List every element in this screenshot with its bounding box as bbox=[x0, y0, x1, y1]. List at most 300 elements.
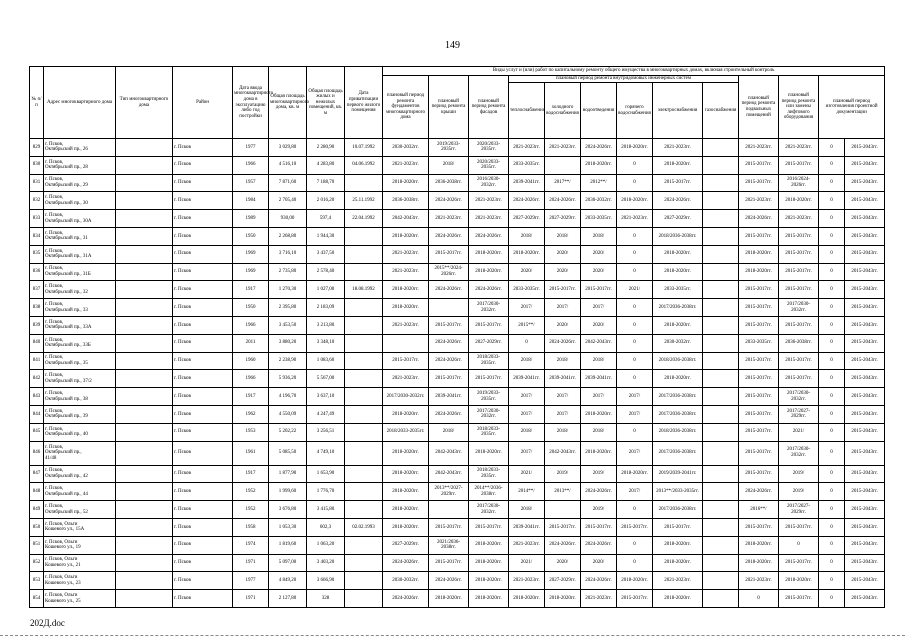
cell-facade-period: 2019/2033-2035гг. bbox=[469, 388, 509, 406]
cell-hot-water-period: 2018-2020гг. bbox=[617, 139, 653, 157]
address-line: Октябрьский пр., 31А bbox=[45, 254, 92, 260]
cell-district: г. Псков bbox=[173, 227, 233, 245]
table-row bbox=[30, 465, 885, 483]
cell-project-flag: 0 bbox=[819, 465, 845, 483]
address-line: Кошевого ул., 21 bbox=[45, 562, 81, 568]
cell-basement-period: 2033-2035гг. bbox=[739, 334, 779, 352]
cell-basement-period: 2015-2017гг. bbox=[739, 423, 779, 441]
cell-district: г. Псков bbox=[173, 572, 233, 590]
cell-foundation-period: 2018-2020гг. bbox=[383, 281, 429, 299]
cell-year: 1950 bbox=[233, 299, 269, 317]
cell-living-area: 1 776,70 bbox=[307, 483, 345, 501]
cell-year: 1984 bbox=[233, 192, 269, 210]
cell-basement-period: 2015-2017гг. bbox=[739, 156, 779, 174]
address-line: Октябрьский пр., 40 bbox=[45, 432, 88, 438]
cell-project-period: 2015-2043гг. bbox=[845, 227, 885, 245]
cell-sewer-period: 2020/ bbox=[581, 245, 617, 263]
cell-electricity-period: 2021-2023гг. bbox=[653, 572, 703, 590]
cell-project-flag: 0 bbox=[819, 299, 845, 317]
cell-hot-water-period: 2021-2023гг. bbox=[617, 210, 653, 228]
cell-house-type bbox=[116, 156, 173, 174]
cell-project-flag: 0 bbox=[819, 316, 845, 334]
cell-address bbox=[44, 192, 116, 210]
table-row bbox=[30, 334, 885, 352]
address-line: г. Псков, bbox=[45, 337, 64, 343]
cell-basement-period: 2015-2017гг. bbox=[739, 465, 779, 483]
col-address-header: Адрес многоквартирного дома bbox=[44, 67, 116, 139]
cell-heat-period: 2018/ bbox=[509, 227, 545, 245]
cell-roof-period: 2039-2041гг. bbox=[429, 388, 469, 406]
table-row bbox=[30, 501, 885, 519]
cell-roof-period: 2015**/2024-2026гг. bbox=[429, 263, 469, 281]
address-line: г. Псков, bbox=[45, 248, 64, 254]
cell-project-flag: 0 bbox=[819, 554, 845, 572]
cell-address bbox=[44, 483, 116, 501]
cell-foundation-period: 2018/2033-2035гг. bbox=[383, 423, 429, 441]
cell-privatization-date bbox=[345, 590, 383, 608]
cell-row-number: 834 bbox=[30, 227, 44, 245]
address-line: г. Псков, bbox=[45, 503, 64, 509]
cell-roof-period: 2024-2026гг. bbox=[429, 227, 469, 245]
cell-foundation-period: 2027-2029гг. bbox=[383, 536, 429, 554]
cell-total-area: 7 871,60 bbox=[269, 174, 307, 192]
cell-row-number: 833 bbox=[30, 210, 44, 228]
cell-basement-period: 2015-2017гг. bbox=[739, 227, 779, 245]
cell-sewer-period: 2018/ bbox=[581, 423, 617, 441]
cell-total-area: 3 453,50 bbox=[269, 316, 307, 334]
cell-row-number: 841 bbox=[30, 352, 44, 370]
cell-lift-period: 2015-2017гг. bbox=[779, 518, 819, 536]
address-line: Кошевого ул., 25 bbox=[45, 598, 81, 604]
cell-cold-water-period: 2019/ bbox=[545, 465, 581, 483]
cell-total-area: 2 705,40 bbox=[269, 192, 307, 210]
cell-living-area: 4 247,49 bbox=[307, 405, 345, 423]
cell-district: г. Псков bbox=[173, 370, 233, 388]
cell-house-type bbox=[116, 405, 173, 423]
cell-year: 1977 bbox=[233, 139, 269, 157]
cell-privatization-date bbox=[345, 441, 383, 465]
cell-year: 1966 bbox=[233, 156, 269, 174]
cell-gas-period bbox=[703, 245, 739, 263]
cell-district: г. Псков bbox=[173, 483, 233, 501]
address-line: г. Псков, Ольги bbox=[45, 592, 78, 598]
cell-roof-period: 2018/ bbox=[429, 423, 469, 441]
cell-heat-period: 2039-2041гг. bbox=[509, 174, 545, 192]
cell-cold-water-period: 2017/ bbox=[545, 299, 581, 317]
cell-row-number: 831 bbox=[30, 174, 44, 192]
cell-row-number: 838 bbox=[30, 299, 44, 317]
cell-address bbox=[44, 299, 116, 317]
cell-house-type bbox=[116, 227, 173, 245]
cell-project-period: 2015-2043гг. bbox=[845, 352, 885, 370]
cell-total-area: 4 196,70 bbox=[269, 388, 307, 406]
cell-year: 1974 bbox=[233, 536, 269, 554]
cell-privatization-date: 02.02.1993 bbox=[345, 518, 383, 536]
cell-heat-period: 2027-2029гг. bbox=[509, 210, 545, 228]
cell-address bbox=[44, 139, 116, 157]
cell-privatization-date: 25.11.1992 bbox=[345, 192, 383, 210]
cell-year: 1950 bbox=[233, 227, 269, 245]
address-line: Октябрьский пр., 44 bbox=[45, 491, 88, 497]
cell-year: 1917 bbox=[233, 281, 269, 299]
cell-privatization-date bbox=[345, 536, 383, 554]
cell-privatization-date bbox=[345, 299, 383, 317]
cell-sewer-period: 2021-2023гг. bbox=[581, 590, 617, 608]
cell-project-period: 2015-2043гг. bbox=[845, 370, 885, 388]
cell-cold-water-period: 2020/ bbox=[545, 554, 581, 572]
cell-gas-period bbox=[703, 139, 739, 157]
cell-roof-period: 2024-2026гг. bbox=[429, 334, 469, 352]
cell-gas-period bbox=[703, 572, 739, 590]
cell-cold-water-period: 2018/ bbox=[545, 227, 581, 245]
cell-lift-period: 2015-2017гг. bbox=[779, 245, 819, 263]
cell-row-number: 854 bbox=[30, 590, 44, 608]
cell-living-area: 602,3 bbox=[307, 518, 345, 536]
cell-roof-period: 2018-2020гг. bbox=[429, 590, 469, 608]
cell-privatization-date bbox=[345, 423, 383, 441]
col-foundation-header: плановый период ремонта фундаментов многоквартирного дома bbox=[383, 76, 429, 139]
cell-cold-water-period: 2020/ bbox=[545, 263, 581, 281]
cell-roof-period: 2013**/2027-2029гг. bbox=[429, 483, 469, 501]
col-roof-header: плановый период ремонта крыши bbox=[429, 76, 469, 139]
cell-address bbox=[44, 156, 116, 174]
cell-district: г. Псков bbox=[173, 423, 233, 441]
table-row bbox=[30, 590, 885, 608]
cell-total-area: 3 676,80 bbox=[269, 501, 307, 519]
cell-lift-period: 2036-2038гг. bbox=[779, 334, 819, 352]
cell-foundation-period: 2015-2017гг. bbox=[383, 352, 429, 370]
cell-roof-period bbox=[429, 299, 469, 317]
cell-gas-period bbox=[703, 281, 739, 299]
cell-district: г. Псков bbox=[173, 316, 233, 334]
cell-living-area: 3 666,90 bbox=[307, 572, 345, 590]
cell-roof-period: 2018/ bbox=[429, 156, 469, 174]
cell-foundation-period: 2018-2020гг. bbox=[383, 299, 429, 317]
cell-total-area: 4 849,20 bbox=[269, 572, 307, 590]
cell-gas-period bbox=[703, 263, 739, 281]
cell-living-area: 4 283,80 bbox=[307, 156, 345, 174]
cell-hot-water-period: 2015-2017гг. bbox=[617, 518, 653, 536]
cell-year: 1969 bbox=[233, 263, 269, 281]
cell-roof-period: 2021-2023гг. bbox=[429, 210, 469, 228]
cell-project-period: 2015-2043гг. bbox=[845, 483, 885, 501]
col-district-header: Район bbox=[173, 67, 233, 139]
cell-living-area: 3 637,10 bbox=[307, 388, 345, 406]
cell-cold-water-period: 2042-2043гг. bbox=[545, 441, 581, 465]
cell-hot-water-period: 0 bbox=[617, 316, 653, 334]
cell-lift-period: 2017/2030-2032гг. bbox=[779, 441, 819, 465]
cell-row-number: 837 bbox=[30, 281, 44, 299]
table-row bbox=[30, 139, 885, 157]
cell-address bbox=[44, 174, 116, 192]
cell-facade-period: 2018-2020гг. bbox=[469, 536, 509, 554]
cell-hot-water-period: 2017/ bbox=[617, 405, 653, 423]
works-group-header: Виды услуг и (или) работ по капитальному ремонту общего имущества в многоквартирных домах, включая строительный контроль bbox=[383, 67, 885, 76]
cell-cold-water-period: 2018-2020гг. bbox=[545, 590, 581, 608]
cell-address bbox=[44, 590, 116, 608]
cell-heat-period: 2017/ bbox=[509, 299, 545, 317]
table-row bbox=[30, 316, 885, 334]
cell-sewer-period: 2042-2043гг. bbox=[581, 334, 617, 352]
col-num-header: № п/п bbox=[30, 67, 44, 139]
cell-hot-water-period: 2017/ bbox=[617, 483, 653, 501]
cell-total-area: 2 735,80 bbox=[269, 263, 307, 281]
cell-gas-period bbox=[703, 536, 739, 554]
cell-gas-period bbox=[703, 334, 739, 352]
cell-project-flag: 0 bbox=[819, 156, 845, 174]
cell-hot-water-period: 0 bbox=[617, 501, 653, 519]
cell-heat-period: 2017/ bbox=[509, 441, 545, 465]
address-line: Октябрьский пр., 35 bbox=[45, 360, 88, 366]
cell-row-number: 830 bbox=[30, 156, 44, 174]
page-number: 149 bbox=[445, 40, 460, 51]
cell-foundation-period: 2024-2026гг. bbox=[383, 590, 429, 608]
cell-total-area: 1 999,60 bbox=[269, 483, 307, 501]
cell-row-number: 849 bbox=[30, 501, 44, 519]
cell-facade-period: 2017/2030-2032гг. bbox=[469, 299, 509, 317]
cell-house-type bbox=[116, 299, 173, 317]
cell-row-number: 839 bbox=[30, 316, 44, 334]
address-line: г. Псков, Ольги bbox=[45, 575, 78, 581]
cell-sewer-period: 2015-2017гг. bbox=[581, 518, 617, 536]
cell-heat-period: 2017/ bbox=[509, 405, 545, 423]
cell-facade-period: 2015-2017гг. bbox=[469, 370, 509, 388]
cell-foundation-period: 2018-2020гг. bbox=[383, 518, 429, 536]
cell-house-type bbox=[116, 590, 173, 608]
cell-project-period: 2015-2043гг. bbox=[845, 518, 885, 536]
table-row bbox=[30, 156, 885, 174]
cell-project-period: 2015-2043гг. bbox=[845, 245, 885, 263]
cell-lift-period: 2015-2017гг. bbox=[779, 227, 819, 245]
cell-house-type bbox=[116, 465, 173, 483]
cell-electricity-period: 2018-2020гг. bbox=[653, 554, 703, 572]
cell-privatization-date bbox=[345, 572, 383, 590]
address-line: Октябрьский пр., 32 bbox=[45, 289, 88, 295]
cell-district: г. Псков bbox=[173, 518, 233, 536]
cell-roof-period: 2019/2033-2035гг. bbox=[429, 139, 469, 157]
cell-foundation-period: 2021-2023гг. bbox=[383, 316, 429, 334]
cell-address bbox=[44, 536, 116, 554]
cell-lift-period: 2021/ bbox=[779, 423, 819, 441]
cell-privatization-date bbox=[345, 334, 383, 352]
cell-privatization-date bbox=[345, 316, 383, 334]
cell-total-area: 2 268,80 bbox=[269, 227, 307, 245]
cell-hot-water-period: 0 bbox=[617, 174, 653, 192]
cell-roof-period: 2024-2026гг. bbox=[429, 352, 469, 370]
cell-electricity-period: 2018-2020гг. bbox=[653, 370, 703, 388]
cell-lift-period: 2018-2020гг. bbox=[779, 192, 819, 210]
cell-project-flag: 0 bbox=[819, 227, 845, 245]
cell-heat-period: 2039-2041гг. bbox=[509, 370, 545, 388]
col-hot-water-header: горячего водоснабжения bbox=[617, 83, 653, 139]
cell-facade-period: 2020/2033-2035гг. bbox=[469, 139, 509, 157]
cell-cold-water-period: 2018/ bbox=[545, 423, 581, 441]
cell-year: 1971 bbox=[233, 554, 269, 572]
cell-address bbox=[44, 501, 116, 519]
address-line: г. Псков, bbox=[45, 426, 64, 432]
cell-total-area: 3 880,20 bbox=[269, 334, 307, 352]
cell-facade-period: 2018/2033-2035гг. bbox=[469, 465, 509, 483]
cell-cold-water-period: 2024-2026гг. bbox=[545, 334, 581, 352]
cell-lift-period: 2015-2017гг. bbox=[779, 352, 819, 370]
address-line: Октябрьский пр., 29 bbox=[45, 182, 88, 188]
repair-schedule-table-wrapper bbox=[29, 66, 880, 608]
cell-gas-period bbox=[703, 352, 739, 370]
cell-address bbox=[44, 554, 116, 572]
cell-lift-period: 2018-2020гг. bbox=[779, 572, 819, 590]
cell-project-flag: 0 bbox=[819, 501, 845, 519]
cell-electricity-period: 2015-2017гг. bbox=[653, 174, 703, 192]
col-living-area-header: Общая площадь жилых и нежилых помещений, кв. м bbox=[307, 67, 345, 139]
cell-address bbox=[44, 210, 116, 228]
cell-electricity-period: 2018-2020гг. bbox=[653, 590, 703, 608]
address-line: Кошевого ул., 15А bbox=[45, 527, 85, 533]
cell-total-area: 3 029,80 bbox=[269, 139, 307, 157]
address-line: г. Псков, bbox=[45, 301, 64, 307]
cell-project-period: 2015-2043гг. bbox=[845, 192, 885, 210]
cell-hot-water-period: 2021/ bbox=[617, 281, 653, 299]
address-line: г. Псков, bbox=[45, 373, 64, 379]
cell-address bbox=[44, 518, 116, 536]
cell-project-flag: 0 bbox=[819, 590, 845, 608]
cell-gas-period bbox=[703, 388, 739, 406]
cell-hot-water-period: 0 bbox=[617, 299, 653, 317]
cell-living-area: 2 280,90 bbox=[307, 139, 345, 157]
col-year-header: Дата ввода многоквартирного дома в эксплуатацию либо год постройки bbox=[233, 67, 269, 139]
cell-living-area: 1 944,30 bbox=[307, 227, 345, 245]
address-line: г. Псков, bbox=[45, 195, 64, 201]
cell-electricity-period: 2018/2036-2038гг. bbox=[653, 352, 703, 370]
cell-year: 1966 bbox=[233, 370, 269, 388]
cell-basement-period: 2015-2017гг. bbox=[739, 174, 779, 192]
cell-roof-period: 2024-2026гг. bbox=[429, 405, 469, 423]
cell-privatization-date: 18.08.1992 bbox=[345, 281, 383, 299]
cell-lift-period: 2019/ bbox=[779, 483, 819, 501]
address-line: Октябрьский пр., 52 bbox=[45, 509, 88, 515]
cell-house-type bbox=[116, 281, 173, 299]
cell-total-area: 4 550,09 bbox=[269, 405, 307, 423]
cell-hot-water-period: 2015-2017гг. bbox=[617, 590, 653, 608]
cell-gas-period bbox=[703, 174, 739, 192]
address-line: Октябрьский пр., 30 bbox=[45, 200, 88, 206]
cell-row-number: 840 bbox=[30, 334, 44, 352]
cell-roof-period: 2042-2043гг. bbox=[429, 441, 469, 465]
cell-heat-period: 2021-2023гг. bbox=[509, 536, 545, 554]
cell-row-number: 846 bbox=[30, 441, 44, 465]
cell-roof-period: 2015-2017гг. bbox=[429, 554, 469, 572]
cell-lift-period: 2017/2027-2029гг. bbox=[779, 501, 819, 519]
cell-facade-period: 2021-2023гг. bbox=[469, 210, 509, 228]
cell-sewer-period: 2033-2035гг. bbox=[581, 210, 617, 228]
cell-total-area: 5 202,22 bbox=[269, 423, 307, 441]
cell-basement-period: 2015-2017гг. bbox=[739, 352, 779, 370]
cell-gas-period bbox=[703, 370, 739, 388]
cell-district: г. Псков bbox=[173, 263, 233, 281]
cell-year: 1966 bbox=[233, 316, 269, 334]
cell-gas-period bbox=[703, 299, 739, 317]
cell-privatization-date bbox=[345, 554, 383, 572]
cell-roof-period: 2042-2043гг. bbox=[429, 465, 469, 483]
address-line: Октябрьский пр., 33Б bbox=[45, 343, 91, 349]
cell-sewer-period: 2019/ bbox=[581, 465, 617, 483]
address-line: Кошевого ул., 23 bbox=[45, 580, 81, 586]
cell-electricity-period: 2018-2020гг. bbox=[653, 316, 703, 334]
cell-hot-water-period: 0 bbox=[617, 245, 653, 263]
cell-house-type bbox=[116, 370, 173, 388]
cell-gas-period bbox=[703, 316, 739, 334]
cell-project-period: 2015-2043гг. bbox=[845, 423, 885, 441]
cell-sewer-period: 2024-2026гг. bbox=[581, 483, 617, 501]
address-line: г. Псков, bbox=[45, 355, 64, 361]
cell-electricity-period: 2017/2036-2038гг. bbox=[653, 388, 703, 406]
cell-gas-period bbox=[703, 227, 739, 245]
page-bottom-divider bbox=[0, 635, 905, 636]
cell-gas-period bbox=[703, 465, 739, 483]
cell-heat-period: 2018/ bbox=[509, 501, 545, 519]
cell-roof-period: 2015-2017гг. bbox=[429, 518, 469, 536]
cell-electricity-period: 2018/2036-2038гг. bbox=[653, 423, 703, 441]
cell-roof-period bbox=[429, 501, 469, 519]
cell-project-flag: 0 bbox=[819, 388, 845, 406]
cell-cold-water-period: 2015-2017гг. bbox=[545, 518, 581, 536]
cell-electricity-period: 2017/2036-2038гг. bbox=[653, 405, 703, 423]
cell-foundation-period: 2017/2030-2032гг. bbox=[383, 388, 429, 406]
address-line: г. Псков, bbox=[45, 444, 64, 450]
cell-project-period: 2015-2043гг. bbox=[845, 210, 885, 228]
cell-gas-period bbox=[703, 441, 739, 465]
systems-group-header: плановый период ремонта внутридомовых инженерных систем bbox=[509, 76, 739, 83]
cell-lift-period: 2015-2017гг. bbox=[779, 263, 819, 281]
cell-facade-period: 2018/2033-2035гг. bbox=[469, 423, 509, 441]
cell-basement-period: 2015-2017гг. bbox=[739, 405, 779, 423]
cell-facade-period: 2024-2026гг. bbox=[469, 281, 509, 299]
cell-roof-period: 2024-2026гг. bbox=[429, 572, 469, 590]
cell-district: г. Псков bbox=[173, 299, 233, 317]
cell-basement-period: 2021-2023гг. bbox=[739, 192, 779, 210]
cell-address bbox=[44, 388, 116, 406]
cell-project-flag: 0 bbox=[819, 483, 845, 501]
cell-facade-period: 2015-2017гг. bbox=[469, 518, 509, 536]
address-line: Октябрьский пр., 38 bbox=[45, 396, 88, 402]
cell-address bbox=[44, 572, 116, 590]
cell-gas-period bbox=[703, 156, 739, 174]
cell-project-period: 2015-2043гг. bbox=[845, 405, 885, 423]
cell-address bbox=[44, 405, 116, 423]
cell-privatization-date bbox=[345, 405, 383, 423]
cell-sewer-period: 2017/ bbox=[581, 388, 617, 406]
cell-project-flag: 0 bbox=[819, 536, 845, 554]
cell-gas-period bbox=[703, 501, 739, 519]
cell-cold-water-period: 2017/ bbox=[545, 388, 581, 406]
cell-heat-period: 2021-2023гг. bbox=[509, 572, 545, 590]
address-line: Октябрьский пр., 31Б bbox=[45, 271, 91, 277]
cell-foundation-period: 2018-2020гг. bbox=[383, 174, 429, 192]
cell-roof-period: 2015-2017гг. bbox=[429, 370, 469, 388]
address-line: Октябрьский пр., 26 bbox=[45, 147, 88, 153]
col-electricity-header: электроснабжения bbox=[653, 83, 703, 139]
table-row bbox=[30, 263, 885, 281]
cell-heat-period: 2018/ bbox=[509, 352, 545, 370]
cell-district: г. Псков bbox=[173, 388, 233, 406]
cell-facade-period: 2015-2017гг. bbox=[469, 316, 509, 334]
cell-project-period: 2015-2043гг. bbox=[845, 263, 885, 281]
cell-lift-period: 2015-2017гг. bbox=[779, 590, 819, 608]
cell-year: 1952 bbox=[233, 501, 269, 519]
cell-sewer-period: 2024-2026гг. bbox=[581, 572, 617, 590]
cell-heat-period: 2021/ bbox=[509, 465, 545, 483]
cell-year: 1952 bbox=[233, 483, 269, 501]
cell-privatization-date bbox=[345, 352, 383, 370]
